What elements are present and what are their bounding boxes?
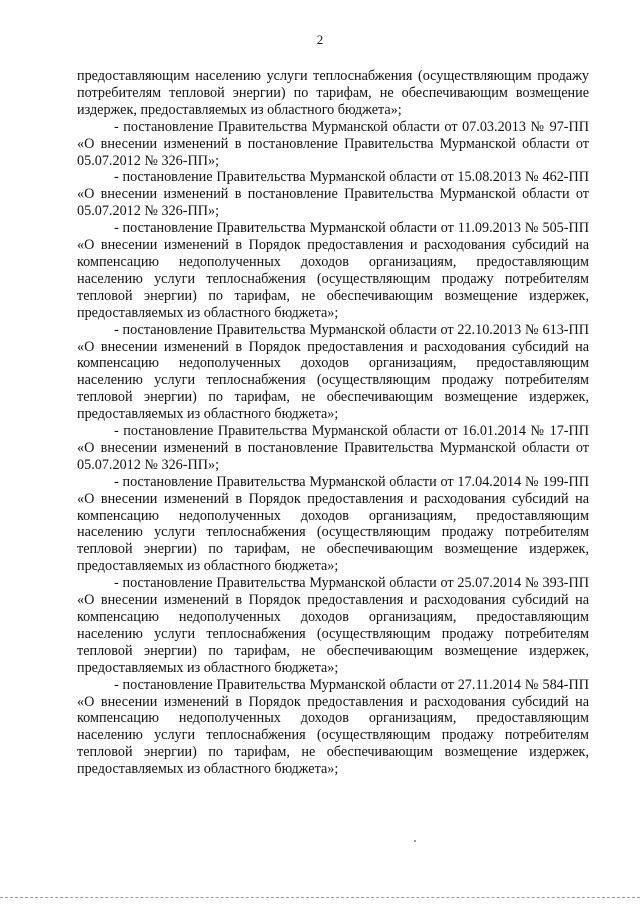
list-item-resolution-199: - постановление Правительства Мурманской области от 17.04.2014 № 199-ПП «О внесении изменений в Порядок предоставления и расходования субсидий на компенсацию недополученных доходов организациям, предоставляющим населению услуги теплоснабжения (осуществляющим продажу потребителям тепловой энергии) по тарифам, не обеспечивающим возмещение издержек, предоставляемых из областного бюджета»;	[77, 473, 589, 575]
list-item-resolution-505: - постановление Правительства Мурманской области от 11.09.2013 № 505-ПП «О внесении изменений в Порядок предоставления и расходования субсидий на компенсацию недополученных доходов организациям, предоставляющим населению услуги теплоснабжения (осуществляющим продажу потребителям тепловой энергии) по тарифам, не обеспечивающим возмещение издержек, предоставляемых из областного бюджета»;	[77, 220, 589, 321]
list-item-resolution-584: - постановление Правительства Мурманской области от 27.11.2014 № 584-ПП «О внесении изменений в Порядок предоставления и расходования субсидий на компенсацию недополученных доходов организациям, предоставляющим населению услуги теплоснабжения (осуществляющим продажу потребителям тепловой энергии) по тарифам, не обеспечивающим возмещение издержек, предоставляемых из областного бюджета»;	[77, 676, 589, 778]
document-body	[77, 68, 589, 778]
list-item-resolution-97: - постановление Правительства Мурманской области от 07.03.2013 № 97-ПП «О внесении изменений в постановление Правительства Мурманской области от 05.07.2012 № 326-ПП»;	[77, 118, 589, 169]
list-item-resolution-462: - постановление Правительства Мурманской области от 15.08.2013 № 462-ПП «О внесении изменений в постановление Правительства Мурманской области от 05.07.2012 № 326-ПП»;	[77, 169, 589, 220]
list-item-resolution-393: - постановление Правительства Мурманской области от 25.07.2014 № 393-ПП «О внесении изменений в Порядок предоставления и расходования субсидий на компенсацию недополученных доходов организациям, предоставляющим населению услуги теплоснабжения (осуществляющим продажу потребителям тепловой энергии) по тарифам, не обеспечивающим возмещение издержек, предоставляемых из областного бюджета»;	[77, 575, 589, 676]
page-number: 2	[316, 32, 324, 47]
paragraph-continuation: предоставляющим населению услуги теплоснабжения (осуществляющим продажу потребителям тепловой энергии) по тарифам, не обеспечивающим возмещение издержек, предоставляемых из областного бюджета»;	[77, 68, 589, 118]
scan-speck	[414, 840, 416, 842]
list-item-resolution-613: - постановление Правительства Мурманской области от 22.10.2013 № 613-ПП «О внесении изменений в Порядок предоставления и расходования субсидий на компенсацию недополученных доходов организациям, предоставляющим населению услуги теплоснабжения (осуществляющим продажу потребителям тепловой энергии) по тарифам, не обеспечивающим возмещение издержек, предоставляемых из областного бюджета»;	[77, 321, 589, 423]
list-item-resolution-17: - постановление Правительства Мурманской области от 16.01.2014 № 17-ПП «О внесении изменений в постановление Правительства Мурманской области от 05.07.2012 № 326-ПП»;	[77, 423, 589, 473]
scan-footer-line	[0, 897, 640, 898]
